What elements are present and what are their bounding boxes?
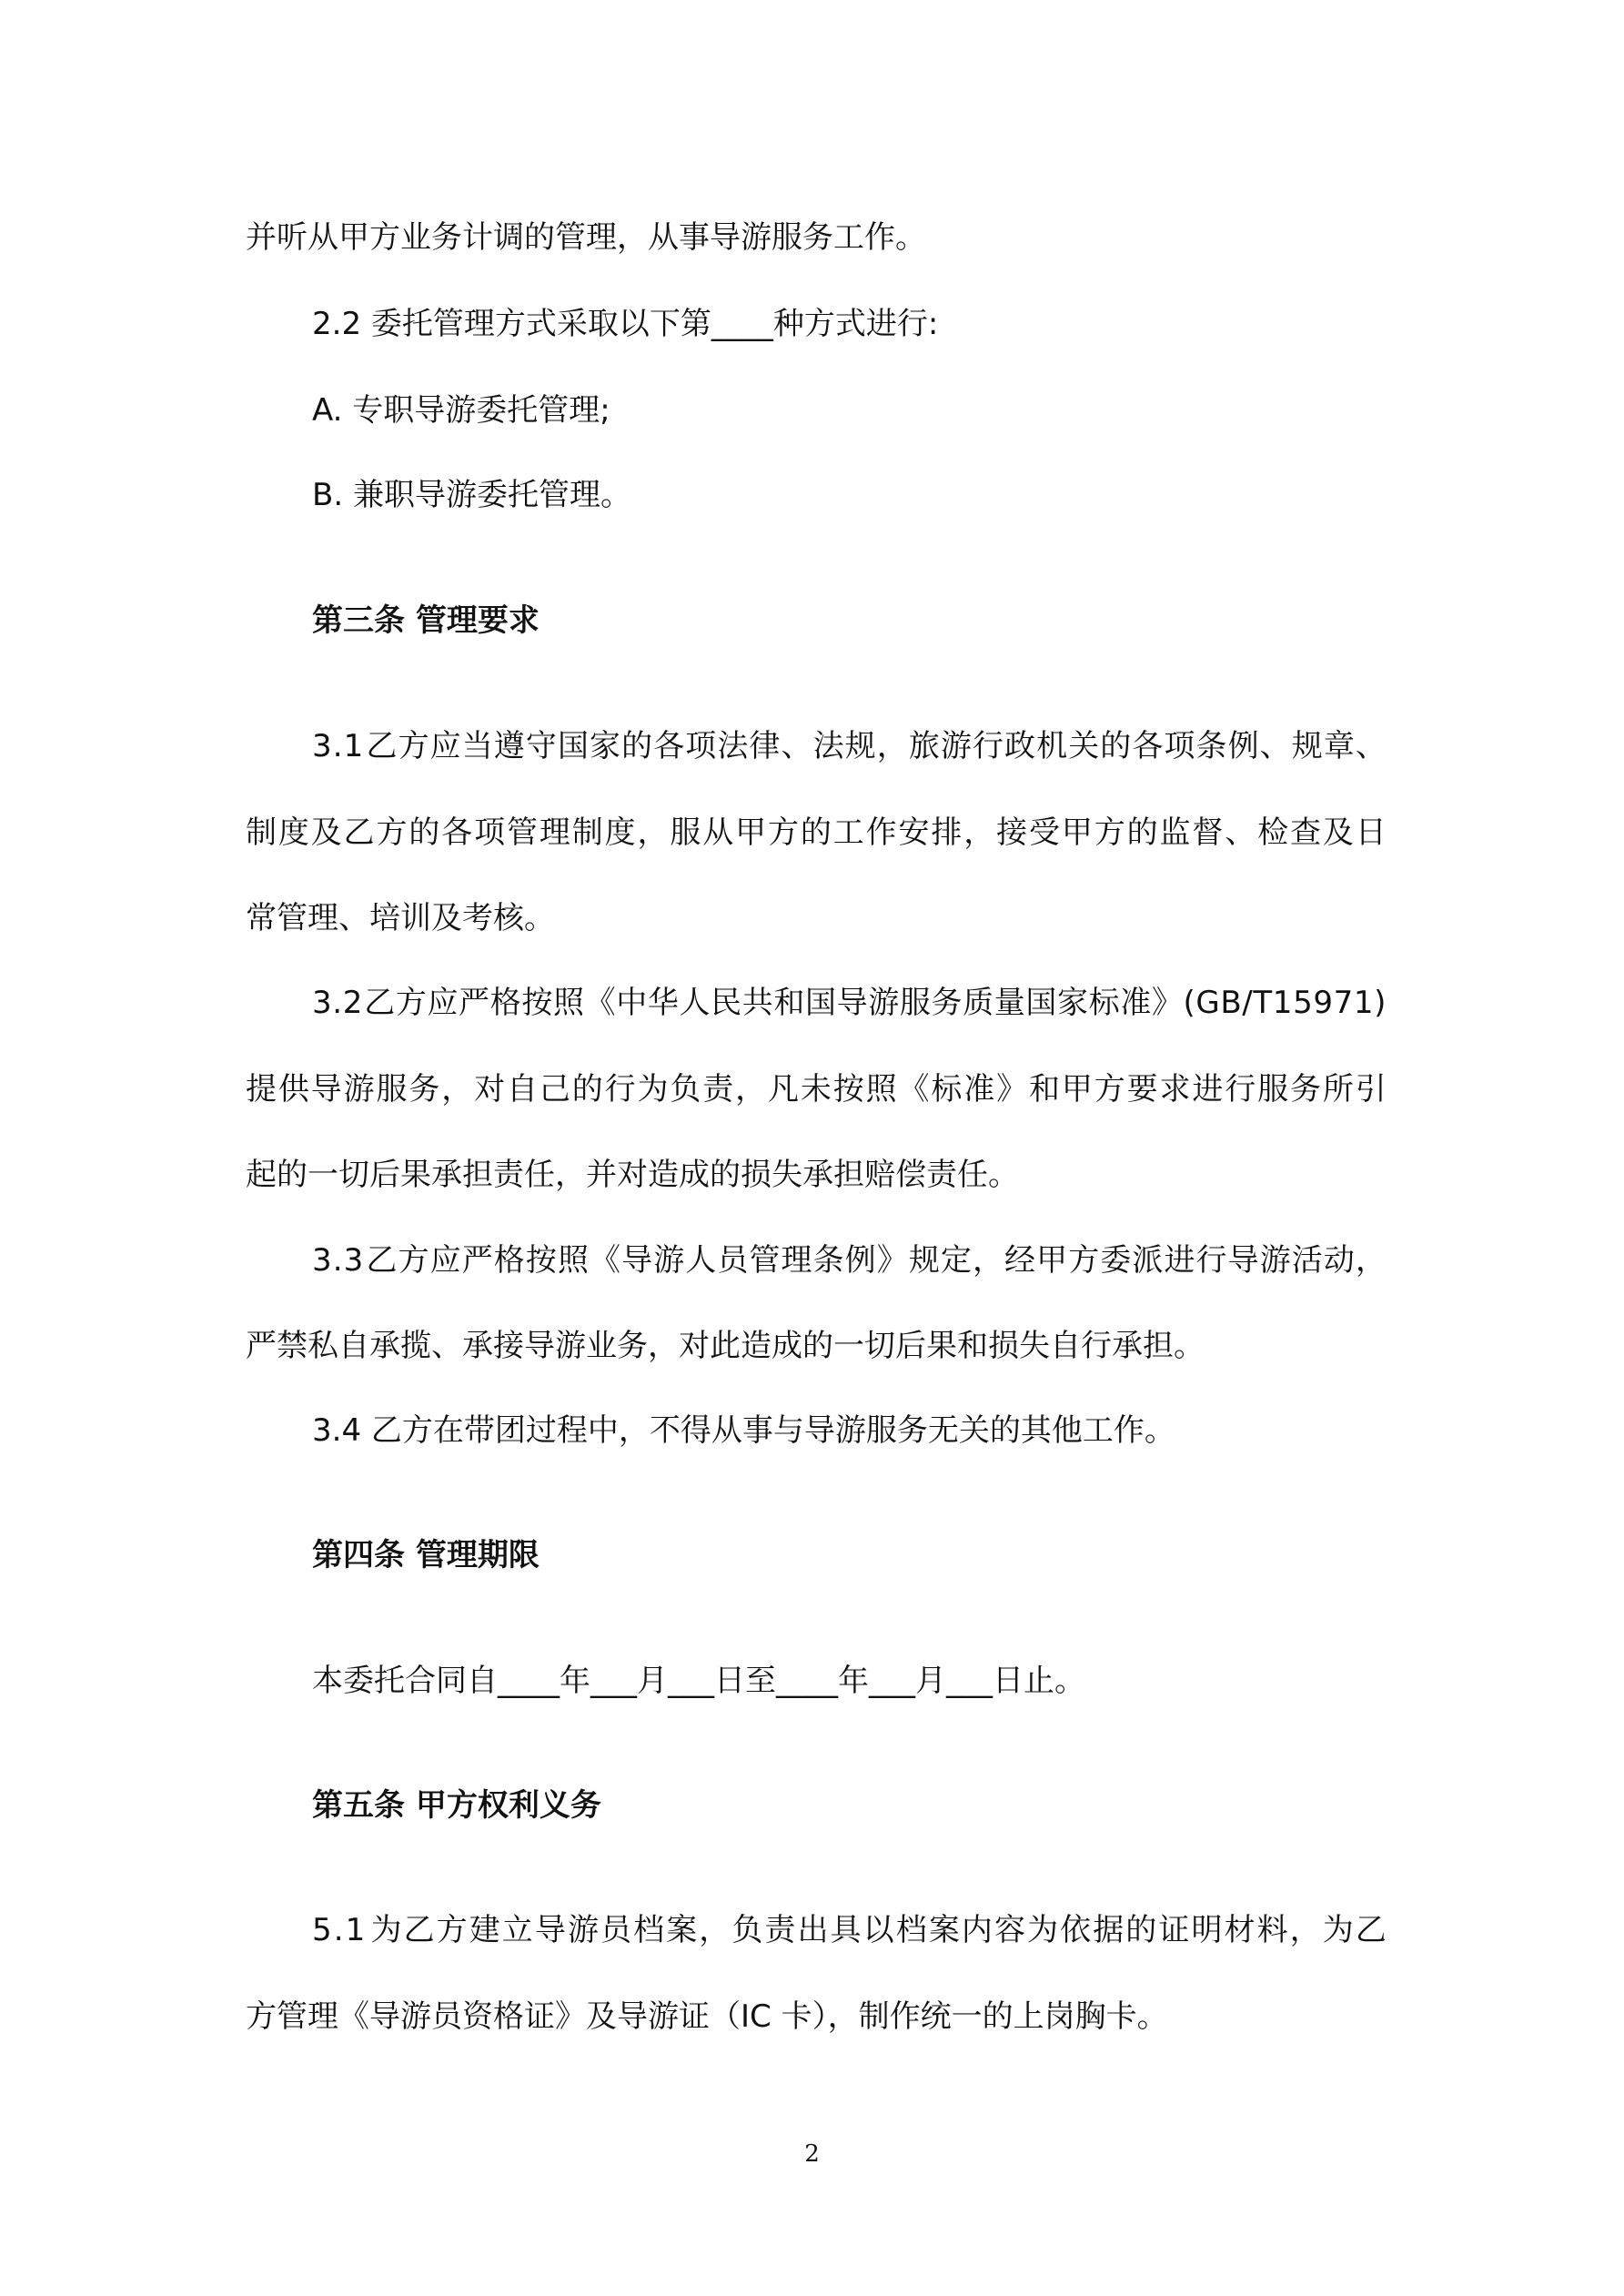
- glyph: 经: [1004, 1242, 1036, 1279]
- glyph: 为: [1322, 1912, 1354, 1948]
- glyph: 家: [1056, 985, 1088, 1021]
- glyph: 照: [552, 985, 584, 1021]
- glyph: 甲: [1036, 1242, 1068, 1279]
- glyph: 人: [679, 985, 711, 1021]
- glyph: 的: [800, 814, 832, 851]
- glyph: 、: [1259, 728, 1291, 764]
- glyph: 标: [931, 1071, 963, 1108]
- glyph: 行: [604, 1071, 636, 1108]
- glyph: 规: [908, 1242, 940, 1279]
- glyph: G: [1195, 985, 1220, 1021]
- glyph: 理: [539, 814, 570, 851]
- glyph: 机: [1036, 728, 1068, 764]
- glyph: 管: [507, 814, 538, 851]
- glyph: ，: [1355, 1242, 1387, 1279]
- glyph: 及: [310, 814, 342, 851]
- glyph: 、: [1355, 728, 1387, 764]
- glyph: 行: [972, 728, 1004, 764]
- glyph: 服: [1257, 1071, 1289, 1108]
- glyph: 的: [409, 814, 440, 851]
- glyph: 方: [398, 1242, 429, 1279]
- glyph: 及: [1322, 814, 1354, 851]
- glyph: 料: [1256, 1912, 1288, 1948]
- glyph: 的: [571, 1071, 603, 1108]
- glyph: 照: [865, 1071, 897, 1108]
- glyph: 9: [1313, 985, 1333, 1021]
- glyph: 》: [1151, 985, 1183, 1021]
- glyph: 务: [1290, 1071, 1321, 1108]
- glyph: 服: [670, 814, 701, 851]
- glyph: 供: [277, 1071, 309, 1108]
- glyph: 例: [844, 1242, 876, 1279]
- glyph: 方: [376, 814, 408, 851]
- glyph: 方: [395, 985, 427, 1021]
- glyph: 方: [436, 1912, 468, 1948]
- glyph: 负: [670, 1071, 701, 1108]
- section-heading-3: 第三条 管理要求: [312, 602, 540, 639]
- glyph: 建: [469, 1912, 500, 1948]
- glyph: ，: [637, 814, 669, 851]
- glyph: 条: [812, 1242, 844, 1279]
- text-line: [246, 812, 1387, 854]
- glyph: 的: [1126, 814, 1158, 851]
- glyph: 1: [1353, 985, 1374, 1021]
- glyph: 作: [865, 814, 897, 851]
- glyph: 旅: [908, 728, 940, 764]
- clause-3-3: [312, 1239, 1387, 1281]
- glyph: 游: [940, 728, 972, 764]
- glyph: 当: [461, 728, 493, 764]
- glyph: 游: [868, 985, 900, 1021]
- glyph: 证: [1158, 1912, 1190, 1948]
- glyph: 中: [616, 985, 648, 1021]
- glyph: 从: [702, 814, 734, 851]
- glyph: ，: [972, 1242, 1004, 1279]
- clause-3-2: [312, 982, 1387, 1024]
- glyph: 制: [246, 814, 277, 851]
- glyph: 凡: [768, 1071, 799, 1108]
- glyph: 例: [1227, 728, 1259, 764]
- glyph: 法: [812, 728, 844, 764]
- glyph: 明: [1191, 1912, 1223, 1948]
- glyph: 《: [590, 1242, 621, 1279]
- glyph: 受: [1029, 814, 1060, 851]
- glyph: 要: [1126, 1071, 1158, 1108]
- glyph: 、: [781, 728, 812, 764]
- option-b: B. 兼职导游委托管理。: [312, 477, 631, 513]
- text-line: 严禁私自承揽、承接导游业务，对此造成的一切后果和损失自行承担。: [246, 1328, 1205, 1364]
- glyph: 游: [1259, 1242, 1291, 1279]
- glyph: 接: [996, 814, 1028, 851]
- glyph: 对: [474, 1071, 506, 1108]
- glyph: 准: [1120, 985, 1152, 1021]
- glyph: 员: [600, 1912, 632, 1948]
- glyph: 各: [1132, 728, 1164, 764]
- glyph: 的: [1125, 1912, 1157, 1948]
- glyph: 动: [1323, 1242, 1355, 1279]
- glyph: 员: [717, 1242, 749, 1279]
- glyph: 各: [653, 728, 685, 764]
- clause-5-1: [312, 1909, 1387, 1951]
- glyph: 出: [797, 1912, 829, 1948]
- glyph: 工: [832, 814, 864, 851]
- glyph: 3: [312, 1242, 332, 1279]
- glyph: 政: [1004, 728, 1036, 764]
- glyph: ): [1374, 985, 1387, 1021]
- glyph: /: [1242, 985, 1253, 1021]
- glyph: 规: [844, 728, 876, 764]
- glyph: 制: [571, 814, 603, 851]
- glyph: 导: [836, 985, 868, 1021]
- glyph: 具: [830, 1912, 862, 1948]
- glyph: 导: [310, 1071, 342, 1108]
- glyph: 1: [343, 728, 364, 764]
- glyph: 方: [1094, 1071, 1125, 1108]
- glyph: 按: [832, 1071, 864, 1108]
- glyph: 严: [459, 985, 490, 1021]
- glyph: 》: [996, 1071, 1028, 1108]
- glyph: 度: [604, 814, 636, 851]
- glyph: 条: [1195, 728, 1227, 764]
- glyph: T: [1253, 985, 1273, 1021]
- glyph: 乙: [1355, 1912, 1387, 1948]
- glyph: 准: [963, 1071, 995, 1108]
- glyph: .: [333, 1912, 344, 1948]
- glyph: 行: [1195, 1242, 1227, 1279]
- glyph: 遵: [493, 728, 525, 764]
- glyph: 方: [768, 814, 799, 851]
- glyph: 国: [557, 728, 589, 764]
- glyph: 规: [1291, 728, 1323, 764]
- glyph: 3: [312, 728, 332, 764]
- glyph: 甲: [735, 814, 767, 851]
- glyph: 排: [931, 814, 963, 851]
- text-line: 常管理、培训及考核。: [246, 900, 555, 936]
- glyph: 管: [749, 1242, 781, 1279]
- glyph: 安: [898, 814, 930, 851]
- glyph: B: [1220, 985, 1242, 1021]
- glyph: 民: [711, 985, 742, 1021]
- glyph: 1: [1272, 985, 1293, 1021]
- text-line: [246, 1068, 1387, 1110]
- glyph: 项: [474, 814, 506, 851]
- glyph: 甲: [1061, 1071, 1093, 1108]
- glyph: 各: [441, 814, 473, 851]
- glyph: 己: [539, 1071, 570, 1108]
- glyph: 务: [409, 1071, 440, 1108]
- glyph: 按: [521, 985, 553, 1021]
- glyph: 服: [899, 985, 931, 1021]
- glyph: 容: [994, 1912, 1025, 1948]
- glyph: 引: [1355, 1071, 1387, 1108]
- glyph: ，: [699, 1912, 731, 1948]
- glyph: 派: [1132, 1242, 1164, 1279]
- glyph: 家: [590, 728, 621, 764]
- glyph: 导: [534, 1912, 566, 1948]
- term-line: 本委托合同自____年___月___日至____年___月___日止。: [312, 1663, 1085, 1699]
- glyph: 格: [493, 1242, 525, 1279]
- glyph: 责: [764, 1912, 796, 1948]
- glyph: (: [1183, 985, 1195, 1021]
- clause-3-4: 3.4 乙方在带团过程中，不得从事与导游服务无关的其他工作。: [312, 1412, 1175, 1449]
- glyph: 进: [1164, 1242, 1195, 1279]
- glyph: 方: [1094, 814, 1125, 851]
- glyph: 应: [429, 728, 461, 764]
- glyph: 和: [773, 985, 805, 1021]
- glyph: 的: [1100, 728, 1132, 764]
- glyph: 内: [961, 1912, 993, 1948]
- glyph: .: [332, 1242, 343, 1279]
- glyph: 务: [931, 985, 963, 1021]
- glyph: 标: [1088, 985, 1120, 1021]
- glyph: 关: [1068, 728, 1100, 764]
- glyph: 自: [507, 1071, 538, 1108]
- option-a: A. 专职导游委托管理;: [312, 392, 610, 429]
- glyph: 质: [963, 985, 994, 1021]
- glyph: 进: [1192, 1071, 1224, 1108]
- glyph: 材: [1224, 1912, 1256, 1948]
- section-heading-4: 第四条 管理期限: [312, 1537, 540, 1573]
- glyph: 华: [647, 985, 679, 1021]
- glyph: 乙: [364, 985, 396, 1021]
- glyph: 守: [525, 728, 557, 764]
- glyph: 律: [749, 728, 781, 764]
- glyph: 国: [804, 985, 836, 1021]
- clause-2-2: 2.2 委托管理方式采取以下第____种方式进行:: [312, 306, 939, 342]
- glyph: 理: [781, 1242, 812, 1279]
- glyph: 度: [277, 814, 309, 851]
- glyph: 负: [731, 1912, 763, 1948]
- text-line: 并听从甲方业务计调的管理，从事导游服务工作。: [246, 219, 926, 256]
- glyph: 国: [1025, 985, 1057, 1021]
- glyph: 为: [370, 1912, 402, 1948]
- glyph: 导: [1227, 1242, 1259, 1279]
- glyph: 乙: [403, 1912, 435, 1948]
- glyph: 乙: [366, 1242, 398, 1279]
- glyph: 3: [343, 1242, 364, 1279]
- glyph: ，: [876, 728, 908, 764]
- page-number: 2: [804, 2140, 820, 2168]
- glyph: 提: [246, 1071, 277, 1108]
- glyph: 方: [1068, 1242, 1100, 1279]
- glyph: 》: [876, 1242, 908, 1279]
- glyph: 甲: [1061, 814, 1093, 851]
- glyph: 立: [501, 1912, 533, 1948]
- glyph: 7: [1333, 985, 1354, 1021]
- glyph: 为: [637, 1071, 669, 1108]
- glyph: 游: [567, 1912, 599, 1948]
- glyph: 应: [429, 1242, 461, 1279]
- glyph: 《: [584, 985, 616, 1021]
- section-heading-5: 第五条 甲方权利义务: [312, 1787, 601, 1824]
- glyph: 档: [633, 1912, 665, 1948]
- glyph: 日: [1355, 814, 1387, 851]
- glyph: 量: [994, 985, 1025, 1021]
- glyph: 游: [653, 1242, 685, 1279]
- glyph: ，: [963, 814, 995, 851]
- glyph: 格: [489, 985, 521, 1021]
- glyph: 求: [1159, 1071, 1191, 1108]
- glyph: 游: [343, 1071, 375, 1108]
- glyph: 严: [461, 1242, 493, 1279]
- glyph: 档: [895, 1912, 927, 1948]
- glyph: 查: [1290, 814, 1321, 851]
- glyph: 共: [741, 985, 773, 1021]
- glyph: ，: [1289, 1912, 1321, 1948]
- text-line: 起的一切后果承担责任，并对造成的损失承担赔偿责任。: [246, 1157, 1019, 1193]
- glyph: 方: [398, 728, 429, 764]
- glyph: 照: [557, 1242, 589, 1279]
- glyph: 3: [312, 985, 332, 1021]
- glyph: 服: [376, 1071, 408, 1108]
- glyph: 所: [1322, 1071, 1354, 1108]
- glyph: 导: [621, 1242, 653, 1279]
- glyph: 章: [1323, 728, 1355, 764]
- glyph: 5: [312, 1912, 332, 1948]
- glyph: 为: [1027, 1912, 1059, 1948]
- glyph: 乙: [343, 814, 375, 851]
- glyph: 《: [898, 1071, 930, 1108]
- glyph: 、: [1225, 814, 1256, 851]
- glyph: 责: [702, 1071, 734, 1108]
- glyph: 项: [685, 728, 717, 764]
- glyph: 项: [1164, 728, 1195, 764]
- glyph: ，: [441, 1071, 473, 1108]
- clause-3-1: [312, 725, 1387, 767]
- glyph: 人: [685, 1242, 717, 1279]
- glyph: 5: [1293, 985, 1313, 1021]
- glyph: 活: [1291, 1242, 1323, 1279]
- glyph: 定: [940, 1242, 972, 1279]
- glyph: 2: [342, 985, 363, 1021]
- glyph: 和: [1029, 1071, 1060, 1108]
- glyph: 按: [525, 1242, 557, 1279]
- glyph: 应: [427, 985, 459, 1021]
- glyph: 检: [1257, 814, 1289, 851]
- glyph: 案: [928, 1912, 960, 1948]
- glyph: .: [332, 985, 343, 1021]
- glyph: 案: [666, 1912, 698, 1948]
- glyph: 法: [717, 728, 749, 764]
- glyph: 1: [345, 1912, 366, 1948]
- glyph: 依: [1060, 1912, 1092, 1948]
- glyph: 的: [621, 728, 653, 764]
- glyph: ，: [735, 1071, 767, 1108]
- glyph: 督: [1192, 814, 1224, 851]
- glyph: 监: [1159, 814, 1191, 851]
- glyph: 委: [1100, 1242, 1132, 1279]
- glyph: 乙: [366, 728, 398, 764]
- glyph: 行: [1225, 1071, 1256, 1108]
- glyph: 以: [862, 1912, 894, 1948]
- glyph: .: [332, 728, 343, 764]
- text-line: 方管理《导游员资格证》及导游证（IC 卡），制作统一的上岗胸卡。: [246, 1998, 1168, 2035]
- glyph: 未: [800, 1071, 832, 1108]
- glyph: 据: [1093, 1912, 1125, 1948]
